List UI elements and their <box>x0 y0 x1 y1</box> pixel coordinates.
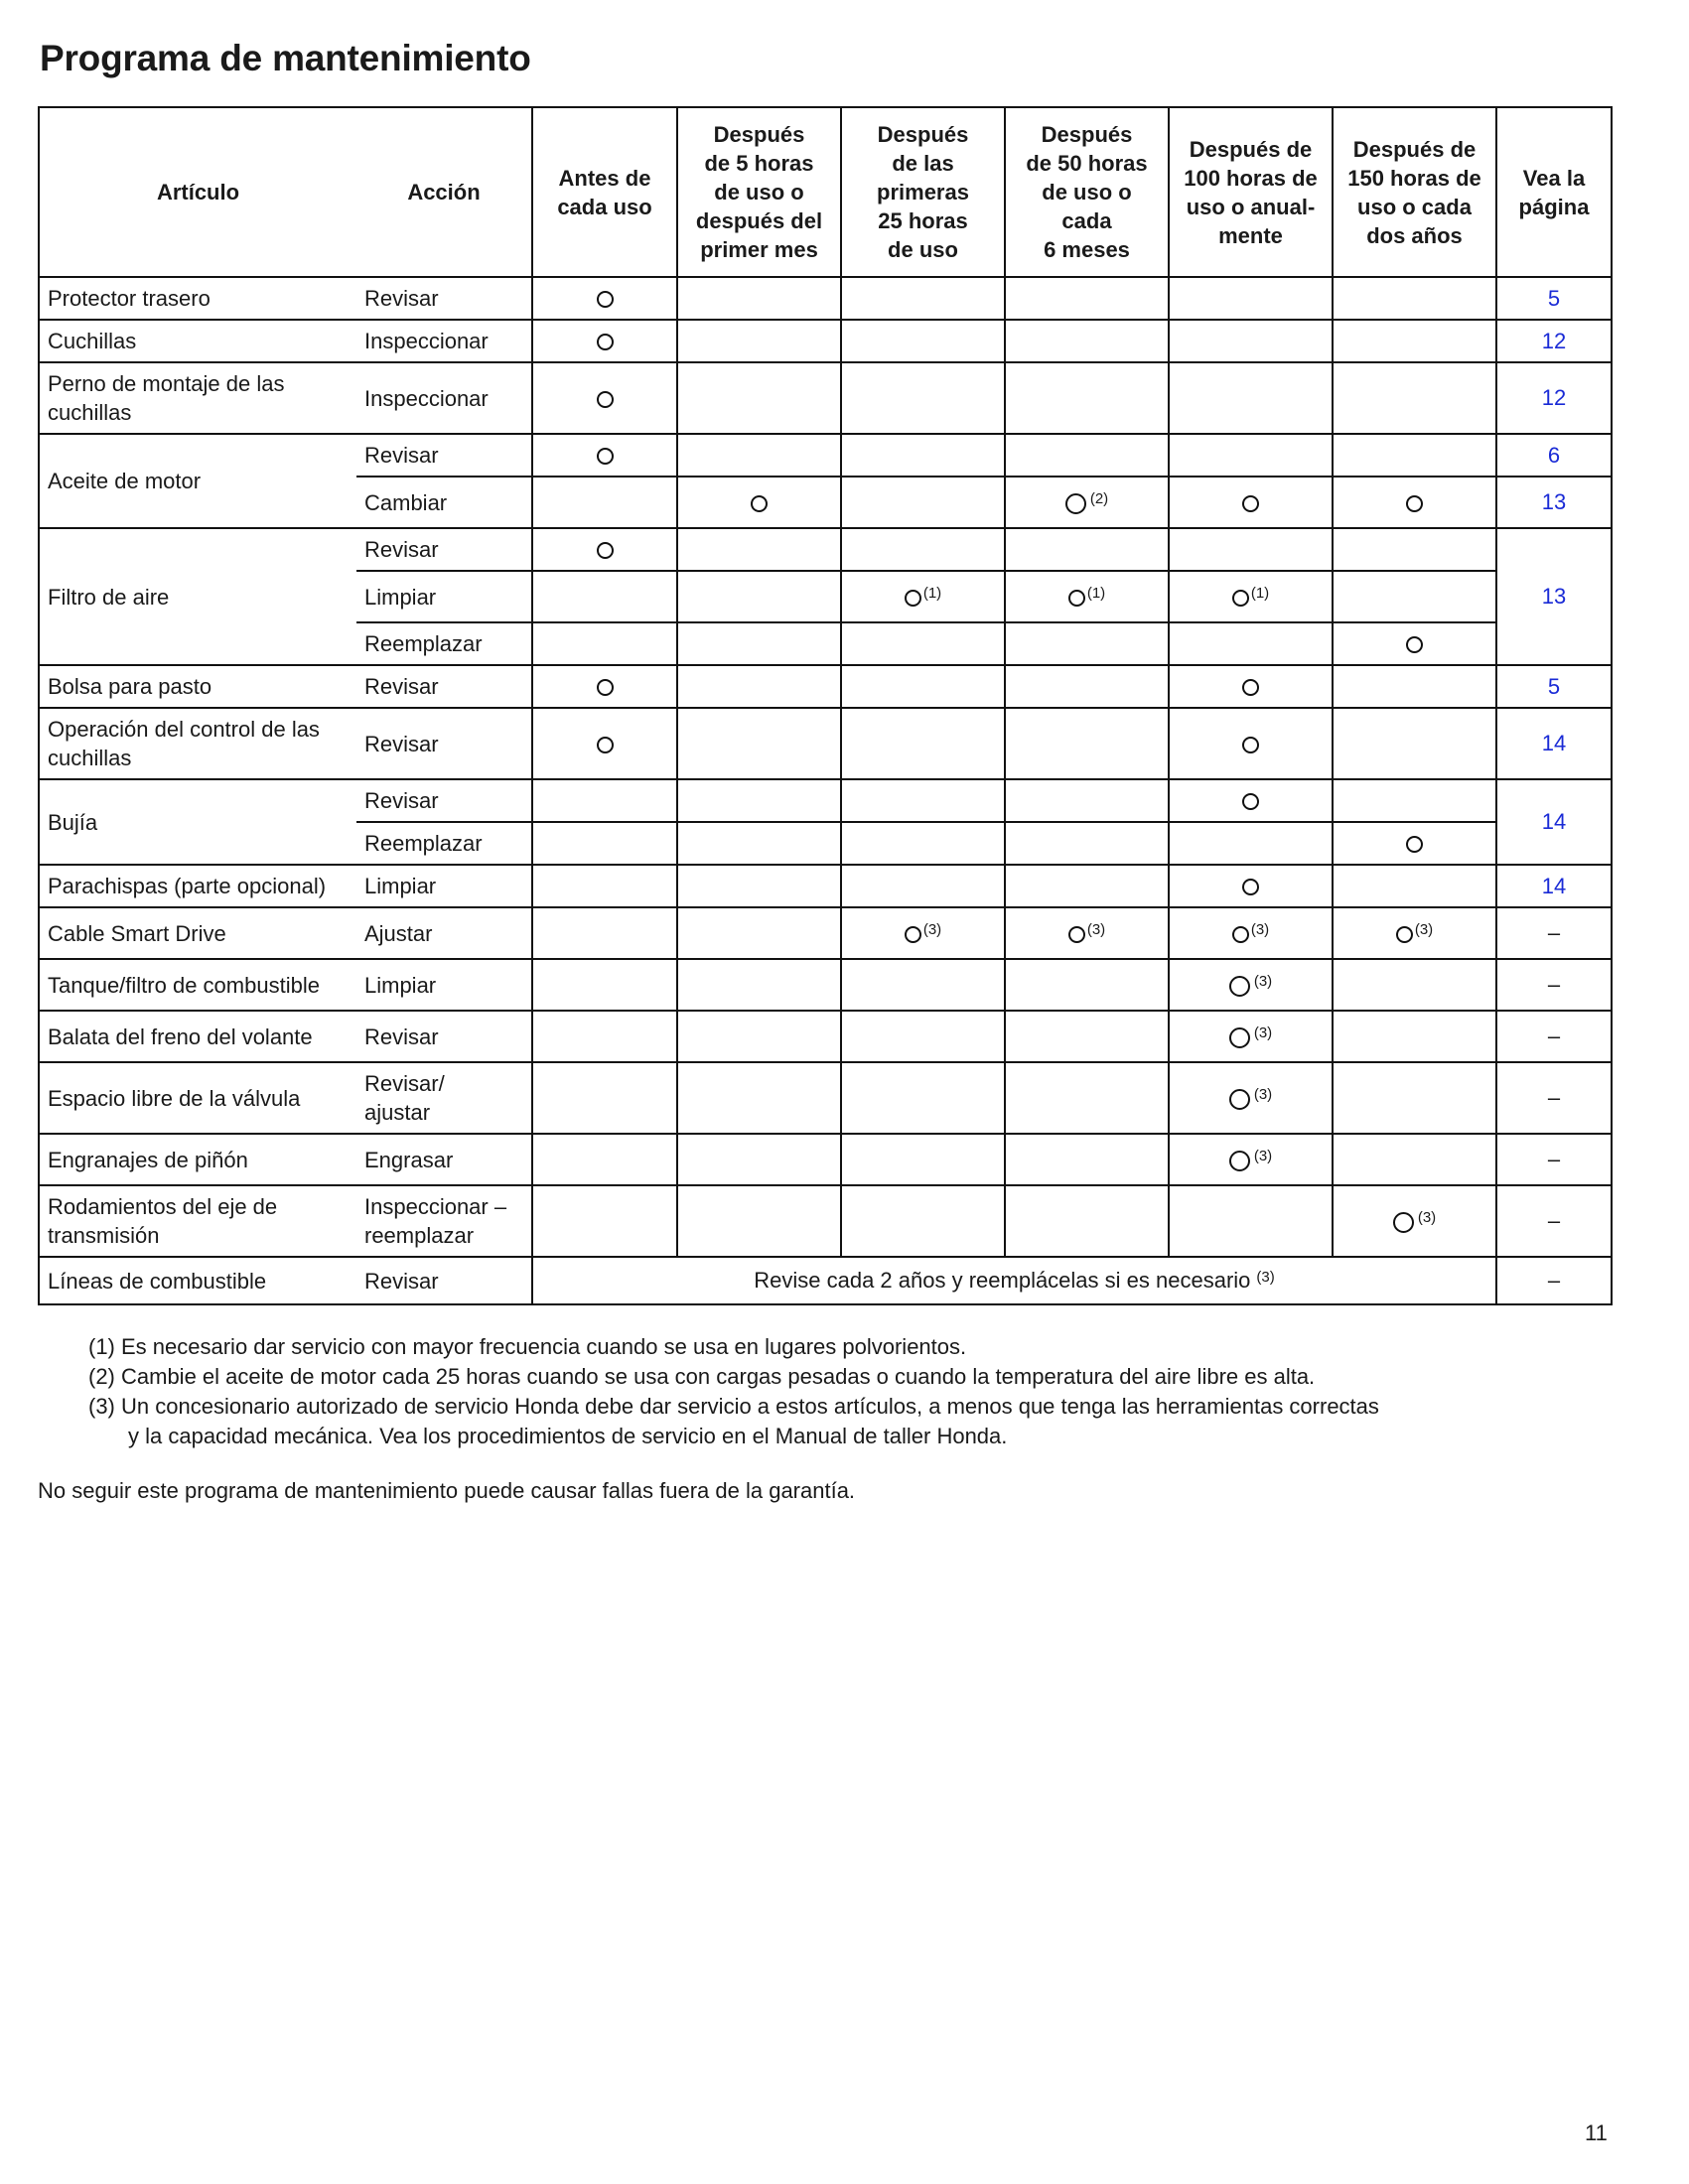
interval-circle-icon <box>1232 590 1249 607</box>
item-cell: Engranajes de piñón <box>39 1134 356 1185</box>
interval-circle-icon <box>1242 879 1259 895</box>
table-row <box>39 277 1612 320</box>
table-row <box>39 1257 1612 1304</box>
page-ref: 5 <box>1496 665 1612 708</box>
header-after-25-hours: Después de las primeras 25 horas de uso <box>841 107 1005 277</box>
interval-circle-icon <box>1068 590 1085 607</box>
page-ref: 14 <box>1496 708 1612 779</box>
warranty-warning: No seguir este programa de mantenimiento puede causar fallas fuera de la garantía. <box>38 1478 856 1503</box>
action-cell: Revisar <box>356 779 532 822</box>
action-cell: Revisar <box>356 434 532 477</box>
item-cell: Cuchillas <box>39 320 356 362</box>
page-ref: – <box>1496 959 1612 1011</box>
interval-circle-icon <box>597 291 614 308</box>
interval-circle-icon <box>1242 679 1259 696</box>
footnote-3-continued: y la capacidad mecánica. Vea los procedimientos de servicio en el Manual de taller Honda. <box>128 1424 1008 1448</box>
action-cell: Reemplazar <box>356 622 532 665</box>
footnotes <box>88 1332 1618 1451</box>
page-ref: – <box>1496 1011 1612 1062</box>
item-cell: Protector trasero <box>39 277 356 320</box>
item-cell: Parachispas (parte opcional) <box>39 865 356 907</box>
table-row <box>39 865 1612 907</box>
item-cell: Bolsa para pasto <box>39 665 356 708</box>
interval-circle-icon <box>905 590 921 607</box>
interval-circle-icon <box>1242 793 1259 810</box>
action-cell: Revisar <box>356 665 532 708</box>
page-ref: – <box>1496 907 1612 959</box>
interval-circle-icon <box>597 679 614 696</box>
header-before-each-use: Antes de cada uso <box>532 107 677 277</box>
action-cell: Cambiar <box>356 477 532 528</box>
table-row <box>39 528 1612 571</box>
action-cell: Revisar <box>356 708 532 779</box>
header-after-150-hours: Después de 150 horas de uso o cada dos años <box>1333 107 1496 277</box>
item-cell: Filtro de aire <box>39 528 356 665</box>
item-cell: Bujía <box>39 779 356 865</box>
interval-circle-icon <box>1396 926 1413 943</box>
action-cell: Revisar/ ajustar <box>356 1062 532 1134</box>
interval-circle-icon <box>597 448 614 465</box>
interval-circle-icon <box>1242 737 1259 753</box>
interval-circle-icon <box>1065 493 1086 514</box>
interval-circle-icon <box>1229 1089 1250 1110</box>
table-row <box>39 434 1612 477</box>
page-number: 11 <box>1585 2120 1608 2145</box>
interval-circle-icon <box>1229 1027 1250 1048</box>
footnote-1: (1) Es necesario dar servicio con mayor frecuencia cuando se usa en lugares polvorientos. <box>88 1334 967 1359</box>
interval-circle-icon <box>597 542 614 559</box>
header-after-50-hours: Después de 50 horas de uso o cada 6 meses <box>1005 107 1169 277</box>
page-ref: 5 <box>1496 277 1612 320</box>
header-after-100-hours: Después de 100 horas de uso o anual- mente <box>1169 107 1333 277</box>
interval-circle-icon <box>1229 976 1250 997</box>
page-ref: – <box>1496 1185 1612 1257</box>
interval-circle-icon <box>597 737 614 753</box>
page-ref: 6 <box>1496 434 1612 477</box>
table-row <box>39 708 1612 779</box>
table-row: Cable Smart Drive Ajustar $^{(3)}$ $^{(3)}$ $^{(3)}$ $^{(3)}$ – <box>39 907 1612 959</box>
page-ref: 13 <box>1496 528 1612 665</box>
action-cell: Ajustar <box>356 907 532 959</box>
header-item: Artículo <box>39 107 356 277</box>
table-row: Limpiar $^{(1)}$ $^{(1)}$ $^{(1)}$ <box>39 571 1612 622</box>
action-cell: Revisar <box>356 1257 532 1304</box>
maintenance-schedule-table <box>38 106 1613 1305</box>
action-cell: Limpiar <box>356 571 532 622</box>
footnote-2: (2) Cambie el aceite de motor cada 25 horas cuando se usa con cargas pesadas o cuando la temperatura del aire libre es alta. <box>88 1364 1316 1389</box>
page-ref: 14 <box>1496 865 1612 907</box>
item-cell: Líneas de combustible <box>39 1257 356 1304</box>
table-row: Cambiar $^{(2)}$ 13 <box>39 477 1612 528</box>
page-ref: 12 <box>1496 362 1612 434</box>
action-cell: Inspeccionar <box>356 320 532 362</box>
item-cell: Operación del control de las cuchillas <box>39 708 356 779</box>
page-ref: – <box>1496 1062 1612 1134</box>
interval-circle-icon <box>1406 636 1423 653</box>
item-cell: Perno de montaje de las cuchillas <box>39 362 356 434</box>
action-cell: Revisar <box>356 277 532 320</box>
interval-circle-icon <box>1068 926 1085 943</box>
page-ref: – <box>1496 1134 1612 1185</box>
interval-circle-icon <box>1406 495 1423 512</box>
table-row <box>39 665 1612 708</box>
action-cell: Limpiar <box>356 865 532 907</box>
interval-circle-icon <box>1393 1212 1414 1233</box>
interval-circle-icon <box>1229 1151 1250 1171</box>
item-cell: Aceite de motor <box>39 434 356 528</box>
header-see-page: Vea la página <box>1496 107 1612 277</box>
header-action: Acción <box>356 107 532 277</box>
page-ref: 13 <box>1496 477 1612 528</box>
interval-circle-icon <box>1406 836 1423 853</box>
fuel-lines-note: Revise cada 2 años y reemplácelas si es necesario $^{(3)}$ <box>532 1257 1496 1304</box>
table-row: Engranajes de piñón Engrasar $^{(3)}$ – <box>39 1134 1612 1185</box>
interval-circle-icon <box>597 391 614 408</box>
interval-circle-icon <box>905 926 921 943</box>
footnote-3: (3) Un concesionario autorizado de servicio Honda debe dar servicio a estos artículos, a menos que tenga las herramientas correctas <box>88 1394 1379 1419</box>
item-cell: Balata del freno del volante <box>39 1011 356 1062</box>
header-row <box>39 107 1612 277</box>
action-cell: Reemplazar <box>356 822 532 865</box>
action-cell: Engrasar <box>356 1134 532 1185</box>
interval-circle-icon <box>1242 495 1259 512</box>
header-after-5-hours: Después de 5 horas de uso o después del primer mes <box>677 107 841 277</box>
action-cell: Limpiar <box>356 959 532 1011</box>
item-cell: Espacio libre de la válvula <box>39 1062 356 1134</box>
table-row: Tanque/filtro de combustible Limpiar $^{(3)}$ – <box>39 959 1612 1011</box>
action-cell: Revisar <box>356 1011 532 1062</box>
table-row <box>39 320 1612 362</box>
table-row: Balata del freno del volante Revisar $^{(3)}$ – <box>39 1011 1612 1062</box>
item-cell: Rodamientos del eje de transmisión <box>39 1185 356 1257</box>
page-ref: – <box>1496 1257 1612 1304</box>
page-ref: 12 <box>1496 320 1612 362</box>
item-cell: Cable Smart Drive <box>39 907 356 959</box>
action-cell: Inspeccionar – reemplazar <box>356 1185 532 1257</box>
item-cell: Tanque/filtro de combustible <box>39 959 356 1011</box>
action-cell: Revisar <box>356 528 532 571</box>
page-title: Programa de mantenimiento <box>40 38 531 78</box>
table-row <box>39 362 1612 434</box>
table-row <box>39 779 1612 822</box>
table-row: Espacio libre de la válvula Revisar/ ajustar $^{(3)}$ – <box>39 1062 1612 1134</box>
interval-circle-icon <box>751 495 768 512</box>
table-row: Rodamientos del eje de transmisión Inspeccionar – reemplazar $^{(3)}$ – <box>39 1185 1612 1257</box>
interval-circle-icon <box>1232 926 1249 943</box>
action-cell: Inspeccionar <box>356 362 532 434</box>
page-ref: 14 <box>1496 779 1612 865</box>
interval-circle-icon <box>597 334 614 350</box>
